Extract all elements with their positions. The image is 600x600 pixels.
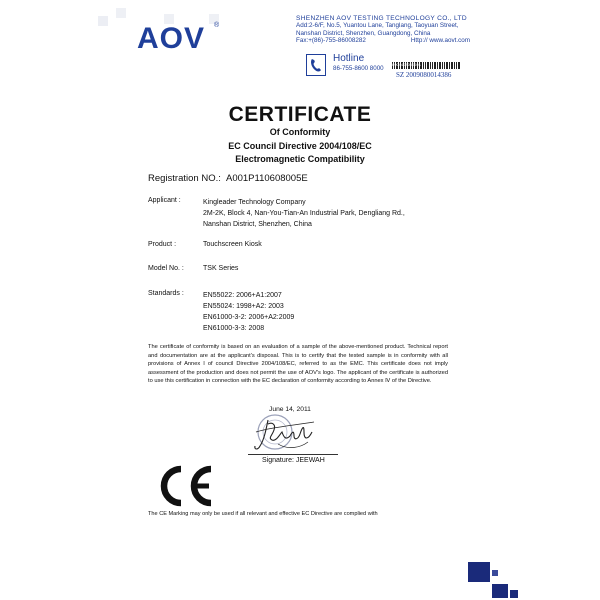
- subtitle-conformity: Of Conformity: [269, 127, 331, 137]
- company-address-2: Nanshan District, Shenzhen, Guangdong, China: [296, 29, 431, 37]
- company-name: SHENZHEN AOV TESTING TECHNOLOGY CO., LTD: [296, 15, 467, 22]
- product-value: Touchscreen Kiosk: [203, 241, 262, 248]
- signature-label: Signature: JEEWAH: [262, 457, 325, 464]
- standard-item: EN61000-3-3: 2008: [203, 325, 265, 332]
- ce-mark-icon: [157, 463, 217, 509]
- standard-item: EN55024: 1998+A2: 2003: [203, 303, 284, 310]
- decor-square: [116, 8, 126, 18]
- applicant-line: 2M-2K, Block 4, Nan-You-Tian-An Industrial Park, Dengliang Rd.,: [203, 210, 405, 217]
- applicant-value: [203, 197, 405, 230]
- barcode-digits: 6904408000691: [392, 62, 421, 67]
- subtitle-directive: EC Council Directive 2004/108/EC: [228, 141, 372, 151]
- applicant-label: Applicant :: [148, 197, 181, 204]
- signature-line: [248, 454, 338, 455]
- decor-square: [98, 16, 108, 26]
- decor-square: [468, 562, 490, 582]
- standard-item: EN61000-3-2: 2006+A2:2009: [203, 314, 295, 321]
- ce-marking-note: The CE Marking may only be used if all relevant and effective EC Directive are complied with: [148, 511, 378, 517]
- company-address-1: Add:2-6/F, No.5, Yuantou Lane, Tanglang, Taoyuan Street,: [296, 22, 459, 30]
- decor-square: [492, 570, 498, 576]
- subtitle-emc: Electromagnetic Compatibility: [235, 154, 365, 164]
- standards-label: Standards :: [148, 290, 184, 297]
- applicant-line: Nanshan District, Shenzhen, China: [203, 221, 312, 228]
- phone-icon: [306, 54, 326, 76]
- registration-value: A001P110608005E: [226, 173, 308, 184]
- handwritten-signature: [238, 410, 328, 458]
- product-label: Product :: [148, 241, 177, 248]
- serial-number: SZ 2009080014386: [396, 71, 452, 79]
- company-web: Http:// www.aovt.com: [410, 36, 470, 44]
- model-value: TSK Series: [203, 265, 239, 272]
- company-fax: Fax:+(86)-755-86008282: [296, 36, 366, 44]
- company-contact-row: [296, 37, 470, 44]
- aov-logo: AOV: [137, 22, 206, 55]
- decor-square: [492, 584, 508, 598]
- issue-date: June 14, 2011: [269, 406, 311, 413]
- registered-mark: ®: [214, 22, 220, 29]
- hotline-label: Hotline: [333, 53, 365, 64]
- applicant-line: Kingleader Technology Company: [203, 199, 306, 206]
- company-info: [296, 15, 470, 44]
- hotline-number: 86-755-8600 8000: [333, 65, 384, 72]
- declaration-paragraph: The certificate of conformity is based on an evaluation of a sample of the above-mentioned product. Technical report and documentation are at the applicant's disposal. This is to certify that the tested sample is in conformity with all provisions of Annex I of council Directive 2004/108/EC, referred to as the EMC. This certificate does not imply assessment of the production and does not permit the use of AOV's logo. The applicant of the certificate is authorized to use this certification in connection with the EC declaration of conformity according to Annex Ⅳ of the Directive.: [148, 344, 448, 384]
- model-label: Model No. :: [148, 265, 184, 272]
- certificate-title: CERTIFICATE: [228, 103, 372, 126]
- registration-label: Registration NO.:: [148, 173, 221, 184]
- standard-item: EN55022: 2006+A1:2007: [203, 292, 282, 299]
- standards-list: [203, 290, 294, 334]
- decor-square: [510, 590, 518, 598]
